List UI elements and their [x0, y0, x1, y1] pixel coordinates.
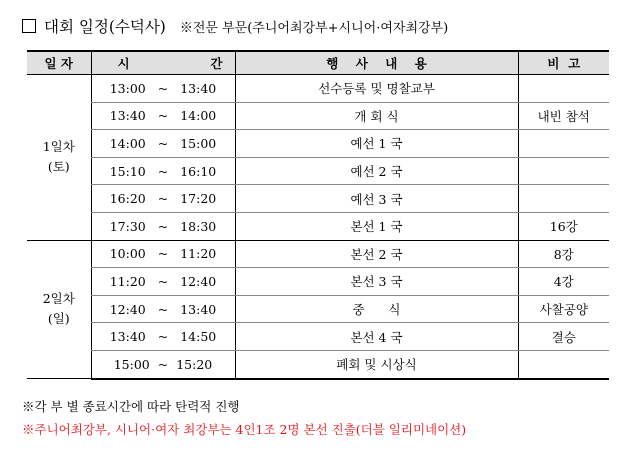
time-end: 14:50: [180, 329, 217, 345]
note-cell: [518, 157, 609, 185]
time-end: 11:20: [180, 246, 217, 262]
table-row: [27, 295, 609, 323]
time-cell: [91, 350, 235, 378]
event-cell: 본선 2 국: [235, 240, 518, 268]
note-cell: 결승: [518, 323, 609, 351]
header-note: 비 고: [518, 51, 609, 75]
time-start: 12:40: [109, 301, 146, 317]
note-cell: [518, 185, 609, 213]
table-row: [27, 130, 609, 158]
time-cell: [91, 240, 235, 268]
table-row: [27, 157, 609, 185]
event-cell: 개 회 식: [235, 102, 518, 130]
note-advancement-rule: ※주니어최강부, 시니어·여자 최강부는 4인1조 2명 본선 진출(더블 일리미네이션): [22, 422, 467, 437]
time-cell: [91, 295, 235, 323]
time-start: 10:00: [109, 246, 146, 262]
time-end: 17:20: [180, 191, 217, 207]
time-cell: [91, 323, 235, 351]
time-end: 13:40: [180, 301, 217, 317]
time-sep: ~: [157, 246, 169, 262]
time-cell: [91, 185, 235, 213]
event-cell: 본선 4 국: [235, 323, 518, 351]
time-end: 14:00: [180, 108, 217, 124]
time-sep: ~: [157, 218, 169, 234]
day-weekday: (토): [47, 159, 70, 175]
time-start: 13:00: [109, 80, 146, 96]
event-cell: 중 식: [235, 295, 518, 323]
time-start: 11:20: [109, 273, 146, 289]
table-row: [27, 350, 609, 378]
note-flexible-schedule: ※각 부 별 종료시간에 따라 탄력적 진행: [22, 399, 240, 414]
time-end: 12:40: [180, 273, 217, 289]
table-row: [27, 268, 609, 296]
table-row: [27, 75, 609, 103]
time-cell: [91, 268, 235, 296]
table-row: [27, 323, 609, 351]
header-time-left: 시: [117, 56, 130, 71]
table-row: [27, 240, 609, 268]
time-end: 13:40: [180, 80, 217, 96]
time-sep: ~: [157, 163, 169, 179]
time-sep: ~: [157, 301, 169, 317]
time-start: 13:40: [109, 108, 146, 124]
time-sep: ~: [157, 329, 169, 345]
day-cell-1: [27, 75, 91, 241]
note-cell: 내빈 참석: [518, 102, 609, 130]
header-event: 행 사 내 용: [235, 51, 518, 75]
header-time-right: 간: [210, 56, 223, 71]
day-label: 2일차: [42, 291, 75, 307]
note-cell: 사찰공양: [518, 295, 609, 323]
table-row: [27, 185, 609, 213]
time-start: 17:30: [109, 218, 146, 234]
time-cell: [91, 130, 235, 158]
day-label: 1일차: [42, 139, 75, 155]
checkbox-icon: [22, 19, 36, 33]
page-subtitle: ※전문 부문(주니어최강부+시니어·여자최강부): [179, 20, 449, 36]
note-cell: 4강: [518, 268, 609, 296]
note-cell: [518, 130, 609, 158]
time-end: 15:20: [176, 356, 213, 372]
time-start: 14:00: [109, 135, 146, 151]
note-cell: 16강: [518, 212, 609, 240]
time-sep: ~: [157, 108, 169, 124]
time-start: 15:00: [113, 356, 150, 372]
event-cell: 예선 2 국: [235, 157, 518, 185]
time-cell: [91, 102, 235, 130]
time-cell: [91, 212, 235, 240]
time-sep: ~: [157, 80, 169, 96]
time-end: 15:00: [180, 135, 217, 151]
page-title: 대회 일정(수덕사): [44, 18, 166, 36]
event-cell: 선수등록 및 명찰교부: [235, 75, 518, 103]
title-row: [22, 14, 448, 38]
note-cell: [518, 75, 609, 103]
time-end: 16:10: [180, 163, 217, 179]
event-cell: 예선 3 국: [235, 185, 518, 213]
schedule-table: [27, 50, 609, 380]
time-cell: [91, 75, 235, 103]
day-weekday: (일): [47, 311, 70, 327]
table-row: [27, 102, 609, 130]
time-start: 13:40: [109, 329, 146, 345]
header-day: 일 자: [27, 51, 91, 75]
time-sep: ~: [157, 191, 169, 207]
time-sep: ~: [157, 273, 169, 289]
event-cell: 본선 1 국: [235, 212, 518, 240]
event-cell: 예선 1 국: [235, 130, 518, 158]
time-sep: ~: [157, 356, 169, 372]
event-cell: 폐회 및 시상식: [235, 350, 518, 378]
time-end: 18:30: [180, 218, 217, 234]
time-cell: [91, 157, 235, 185]
time-start: 15:10: [109, 163, 146, 179]
event-cell: 본선 3 국: [235, 268, 518, 296]
note-cell: [518, 350, 609, 378]
day-cell-2: [27, 240, 91, 378]
table-header-row: [27, 51, 609, 75]
table-row: [27, 212, 609, 240]
time-sep: ~: [157, 135, 169, 151]
note-cell: 8강: [518, 240, 609, 268]
time-start: 16:20: [109, 191, 146, 207]
header-time: [91, 51, 235, 75]
